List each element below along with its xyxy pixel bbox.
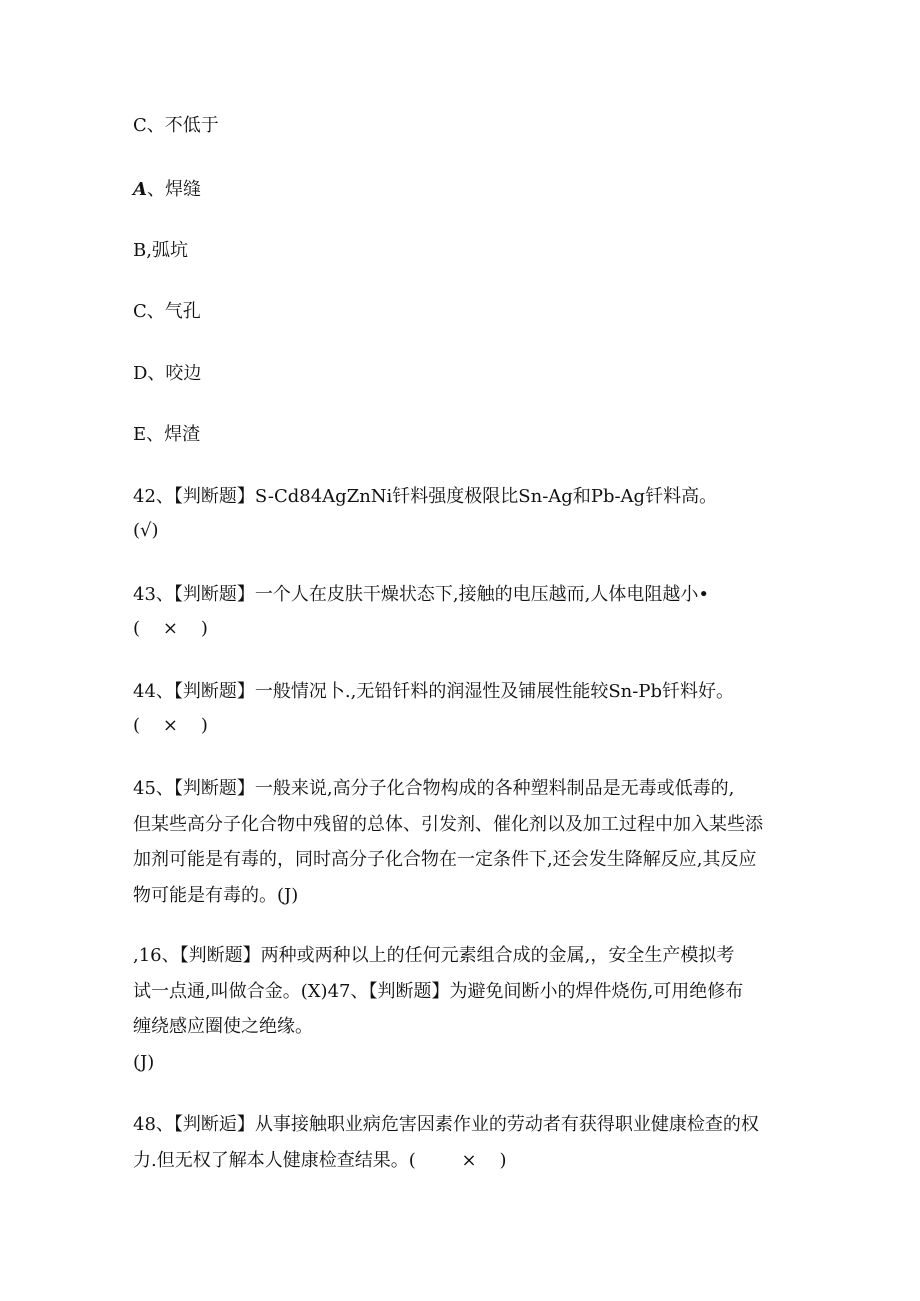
- question-48-line-2: 力.但无权了解本人健康检查结果。( × ): [133, 1150, 507, 1171]
- question-45-line-1: 45、【判断题】一般来说,高分子化合物构成的各种塑料制品是无毒或低毒的,: [133, 778, 735, 799]
- question-43-text: 43、【判断题】一个人在皮肤干燥状态下,接触的电压越而,人体电阻越小•: [133, 584, 709, 605]
- option-a-weld: [133, 178, 201, 202]
- question-45-line-3: 加剂可能是有毒的，同时高分子化合物在一定条件下,还会发生降解反应,其反应: [133, 849, 757, 870]
- question-43-answer: ( × ): [133, 618, 208, 639]
- question-44-text: 44、【判断题】一般情况卜.,无铅钎料的润湿性及铺展性能较Sn-Pb钎料好。: [133, 681, 734, 702]
- question-46-line-1: ,16、【判断题】两种或两种以上的任何元素组合成的金属,，安全生产模拟考: [133, 945, 735, 966]
- question-45-line-4: 物可能是有毒的。(J): [133, 885, 299, 906]
- question-46-line-2: 试一点通,叫做合金。(X)47、【判断题】为避免间断小的焊件烧伤,可用绝修布: [133, 981, 744, 1002]
- question-45-line-2: 但某些高分子化合物中残留的总体、引发剂、催化剂以及加工过程中加入某些添: [133, 814, 763, 835]
- option-c-porosity: C、气孔: [133, 301, 201, 322]
- question-42-answer: (√): [133, 520, 159, 541]
- option-a-text: 、焊缝: [146, 179, 201, 200]
- question-48-line-1: 48、【判断逅】从事接触职业病危害因素作业的劳动者有获得职业健康检查的权: [133, 1114, 759, 1135]
- option-c-not-lower: C、不低于: [133, 115, 219, 136]
- question-46-line-3: 缠绕感应圈使之绝缘。: [133, 1016, 313, 1037]
- option-d-undercut: D、咬边: [133, 363, 202, 384]
- question-44-answer: ( × ): [133, 715, 208, 736]
- question-46-answer: (J): [133, 1052, 155, 1073]
- option-a-letter: A: [133, 179, 147, 200]
- option-b-crater: B,弧坑: [133, 240, 188, 261]
- question-42-text: 42、【判断题】S-Cd84AgZnNi钎料强度极限比Sn-Ag和Pb-Ag钎料高。: [133, 486, 718, 507]
- option-e-slag: E、焊渣: [133, 424, 201, 445]
